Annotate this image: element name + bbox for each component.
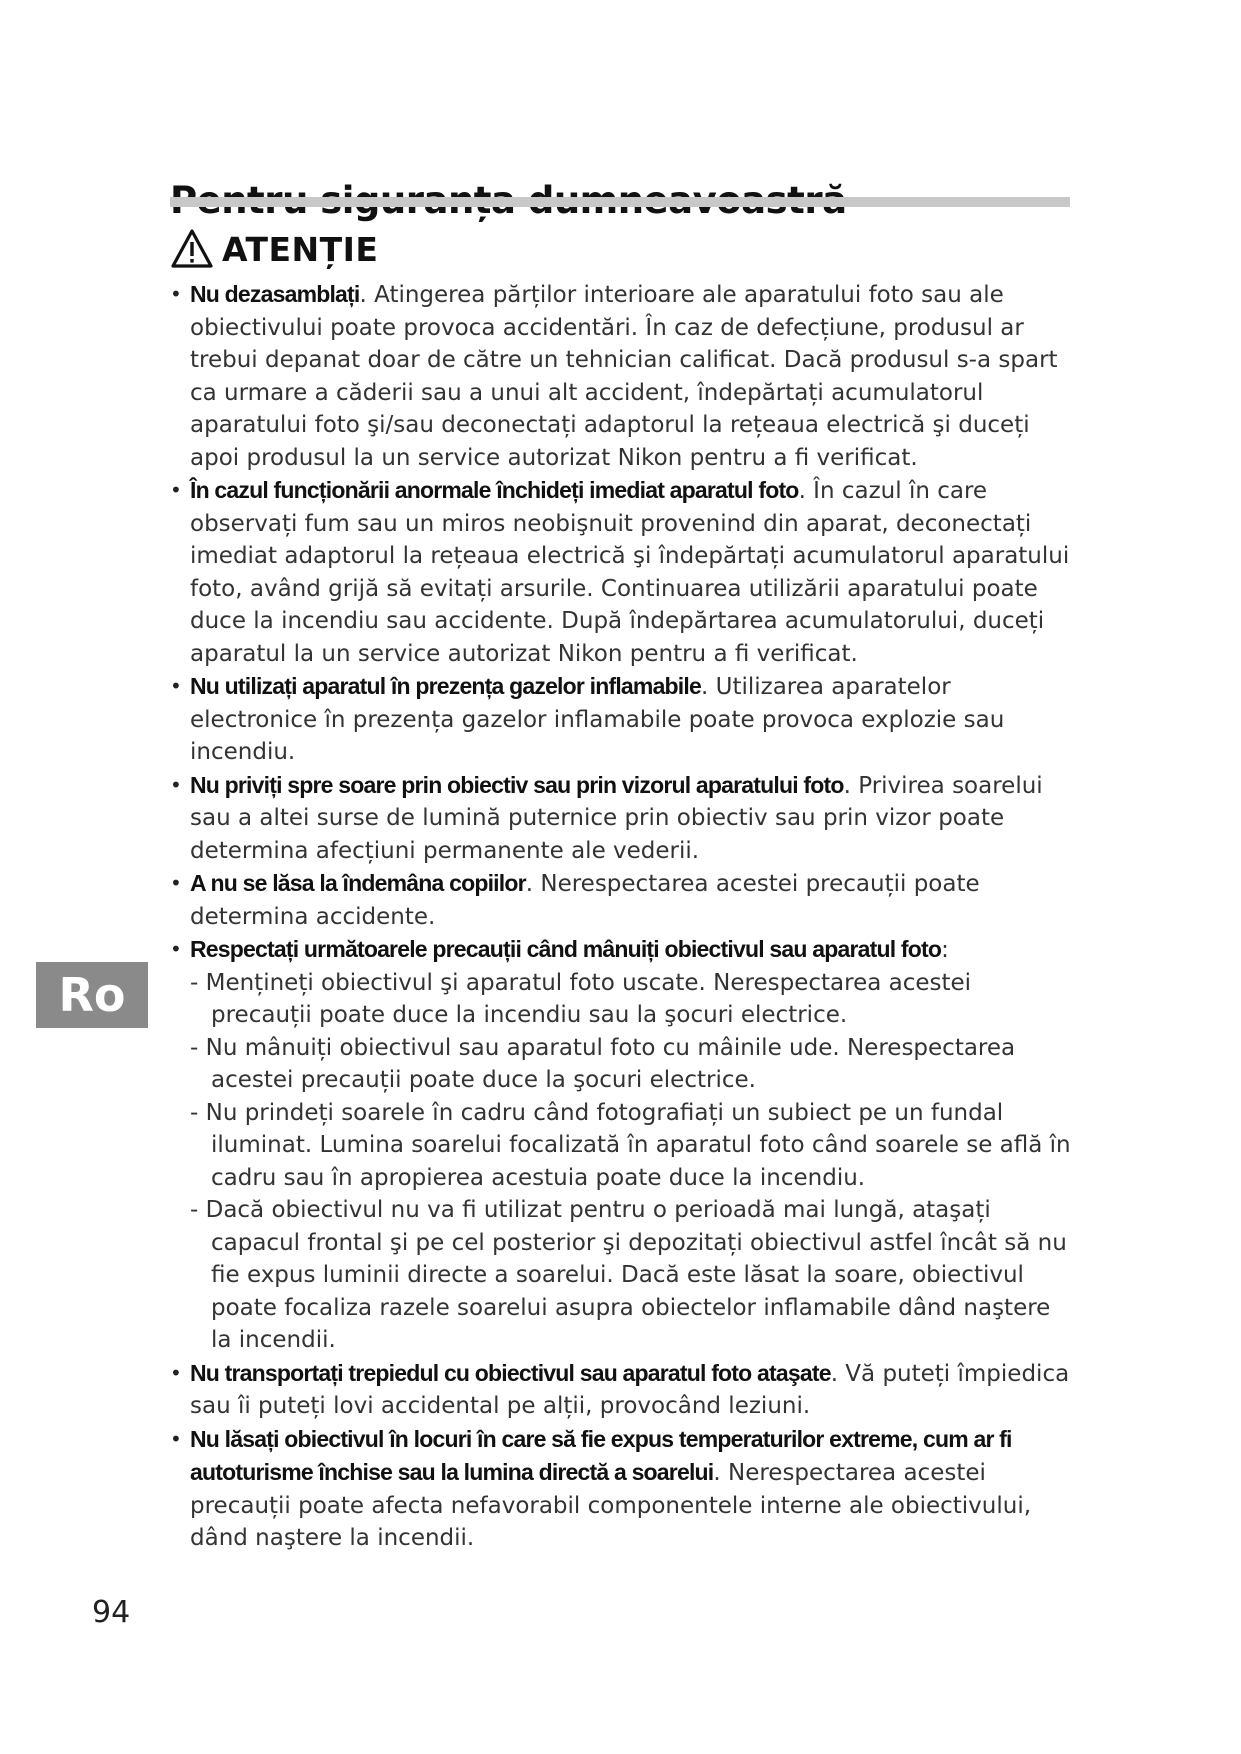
list-item <box>170 474 1075 670</box>
item-heading: În cazul funcționării anormale închideți imediat aparatul foto <box>190 477 799 503</box>
sub-list-item: - Dacă obiectivul nu va fi utilizat pentru o perioadă mai lungă, ataşați capacul frontal şi pe cel posterior şi depozitați obiectivul astfel încât să nu fie expus luminii directe a soarelui. Dacă este lăsat la soare, obiectivul poate focaliza razele soarelui asupra obiectelor inflamabile dând naştere la incendii. <box>190 1197 1067 1353</box>
sub-list-item: - Nu prindeți soarele în cadru când fotografiați un subiect pe un fundal iluminat. Lumina soarelui focalizată în aparatul foto când soarele se află în cadru sau în apropierea acestuia poate duce la incendiu. <box>190 1099 1071 1191</box>
list-item <box>170 278 1075 474</box>
warning-icon <box>170 228 214 270</box>
item-heading: Nu transportați trepiedul cu obiectivul sau aparatul foto ataşate <box>190 1359 831 1386</box>
item-heading: Nu priviți spre soare prin obiectiv sau prin vizorul aparatului foto <box>190 771 844 798</box>
item-text: . Privirea soarelui sau a altei surse de lumină puternice prin obiectiv sau prin vizor poate determina afecțiuni permanente ale vederii. <box>190 772 1043 864</box>
item-heading: A nu se lăsa la îndemâna copiilor <box>190 870 526 896</box>
caution-label: ATENȚIE <box>222 229 379 269</box>
sub-list-item: - Mențineți obiectivul şi aparatul foto uscate. Nerespectarea acestei precauții poate duce la incendiu sau la şocuri electrice. <box>190 969 972 1028</box>
list-item <box>170 1357 1075 1423</box>
safety-list <box>170 278 1075 1555</box>
item-text: . Nerespectarea acestei precauții poate afecta nefavorabil componentele interne ale obiectivului, dând naştere la incendii. <box>190 1460 1032 1551</box>
item-text: . Vă puteți împiedica sau îi puteți lovi accidental pe alții, provocând leziuni. <box>190 1360 1070 1419</box>
page-number: 94 <box>92 1595 131 1630</box>
item-heading: Nu lăsați obiectivul în locuri în care să fie expus temperaturilor extreme, cum ar fi autoturisme închise sau la lumina directă a soarelui <box>190 1425 1012 1485</box>
list-item <box>170 670 1075 769</box>
item-heading: Respectați următoarele precauții când mânuiți obiectivul sau aparatul foto <box>190 936 942 962</box>
title-underline <box>170 197 1070 207</box>
list-item <box>170 867 1075 933</box>
item-heading: Nu utilizați aparatul în prezența gazelor inflamabile <box>190 673 701 699</box>
caution-heading <box>170 224 378 274</box>
language-tab <box>36 962 148 1028</box>
list-item <box>170 769 1075 868</box>
item-heading: Nu dezasamblați <box>190 281 360 307</box>
list-item <box>170 1423 1075 1555</box>
item-text: . Atingerea părților interioare ale aparatului foto sau ale obiectivului poate provoca accidentări. În caz de defecțiune, produsul ar trebui depanat doar de către un tehnician calificat. Dacă produsul s-a spart ca urmare a căderii sau a unui alt accident, îndepărtați acumulatorul aparatului foto şi/sau deconectați adaptorul la rețeaua electrică şi duceți apoi produsul la un service autorizat Nikon pentru a fi verificat. <box>190 282 1058 471</box>
language-tab-label: Ro <box>58 968 126 1022</box>
item-text: . Nerespectarea acestei precauții poate determina accidente. <box>190 871 980 930</box>
item-text: . Utilizarea aparatelor electronice în prezența gazelor inflamabile poate provoca explozie sau incendiu. <box>190 674 1005 765</box>
item-text: : <box>941 937 949 963</box>
list-item <box>170 933 1075 1357</box>
sub-list-item: - Nu mânuiți obiectivul sau aparatul foto cu mâinile ude. Nerespectarea acestei precauții poate duce la şocuri electrice. <box>190 1034 1016 1093</box>
item-text: . În cazul în care observați fum sau un miros neobişnuit provenind din aparat, deconectați imediat adaptorul la rețeaua electrică şi îndepărtați acumulatorul aparatului foto, având grijă să evitați arsurile. Continuarea utilizării aparatului poate duce la incendiu sau accidente. După îndepărtarea acumulatorului, duceți aparatul la un service autorizat Nikon pentru a fi verificat. <box>190 478 1070 667</box>
